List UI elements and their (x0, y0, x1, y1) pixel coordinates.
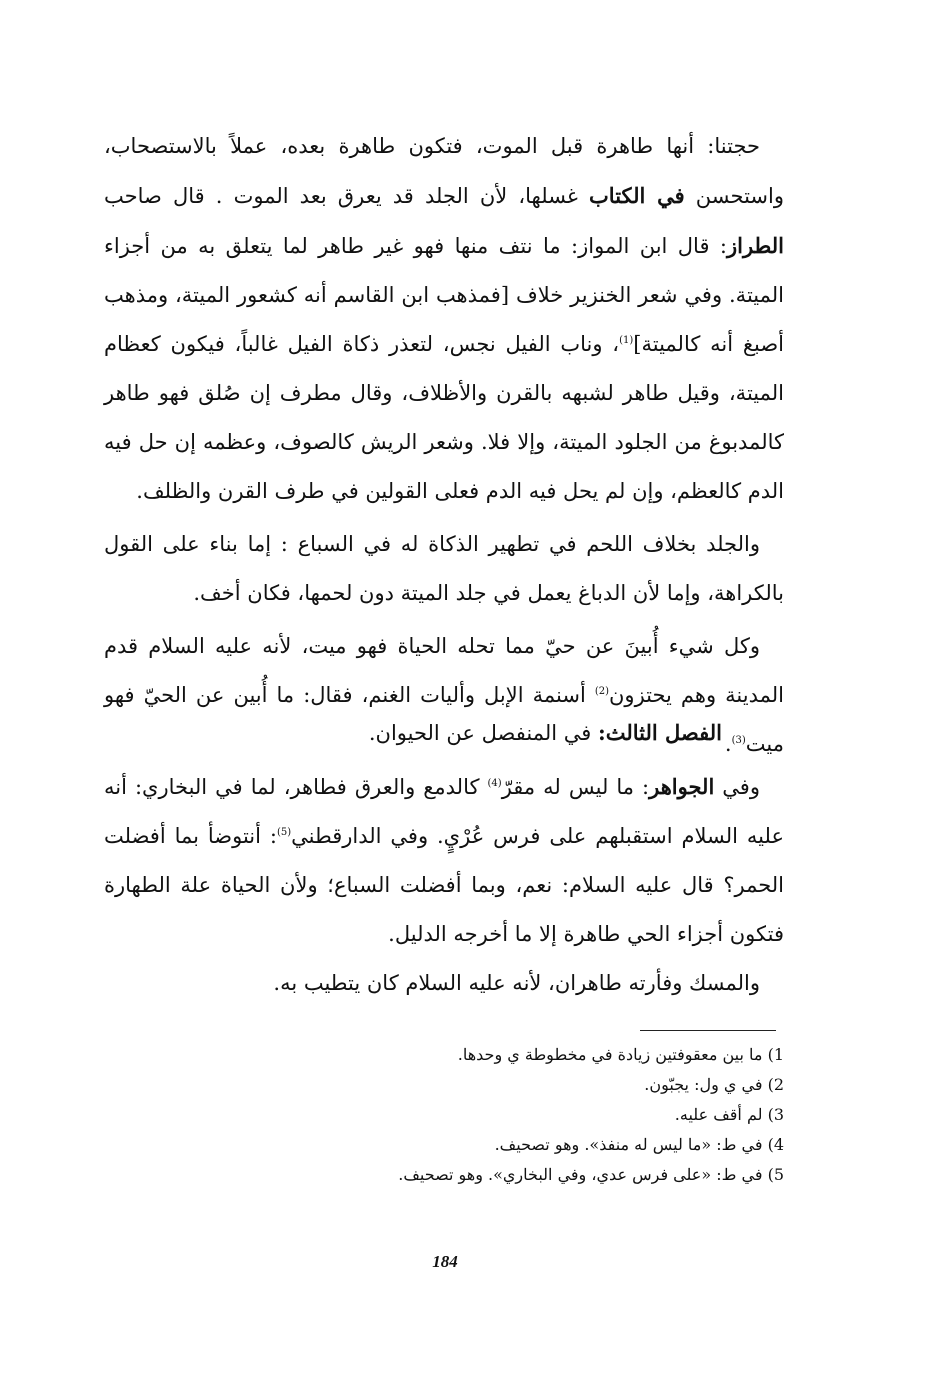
footnote-4: 4) في ط: «ما ليس له منفذ». وهو تصحيف. (494, 1135, 784, 1154)
main-text-lower (104, 762, 784, 1008)
text-run: . (724, 732, 732, 756)
text-run: : قال ابن المواز: ما نتف منها فهو غير طاهر لما يتعلق به من أجزاء الميتة. وفي شعر الخنزير خلاف [فمذهب ابن القاسم أنه كشعور الميتة، ومذهب أصبغ أنه كالميتة] (104, 234, 785, 356)
bold-keyword: الجواهر (649, 774, 715, 799)
footnote-1: 1) ما بين معقوفتين زيادة في مخطوطة ي وحدها. (457, 1045, 784, 1064)
footnote-2: 2) في ي ول: يجبّون. (644, 1075, 784, 1094)
paragraph-musk (104, 959, 784, 1008)
text-run: : أنتوضأ بما أفضلت الحمر؟ قال عليه السلام: نعم، وبما أفضلت السباع؛ ولأن الحياة علة الطهارة فتكون أجزاء الحي طاهرة إلا ما أخرجه الدليل. (104, 824, 784, 946)
chapter-heading-title: في المنفصل عن الحيوان. (368, 721, 598, 745)
main-text-upper (104, 122, 784, 769)
text-run: وفي (714, 775, 760, 799)
text-run: والمسك وفأرته طاهران، لأنه عليه السلام كان يتطيب به. (273, 971, 760, 995)
page-number: 184 (432, 1252, 458, 1271)
footnote-3: 3) لم أقف عليه. (674, 1105, 784, 1124)
paragraph-hide-vs-flesh (104, 520, 784, 618)
footnote-marker: (1) (619, 335, 634, 346)
text-run: أسنمة الإبل وأليات الغنم، فقال: ما أُبين عن الحيّ فهو ميت (104, 683, 784, 756)
text-run: ، وناب الفيل نجس، لتعذر ذكاة الفيل غالباً، فيكون كعظام الميتة، وقيل طاهر لشبهه بالقرن والأظلاف، وقال مطرف إن صُلق فهو طاهر كالمدبوغ من الجلود الميتة، وإلا فلا. وشعر الريش كالصوف، وعظمه إن حل فيه الدم كالعظم، وإن لم يحل فيه الدم فعلى القولين في طرف القرن والظلف. (104, 332, 784, 503)
bold-keyword: الطراز (726, 233, 784, 258)
paragraph-hides-and-bones (104, 122, 784, 516)
footnote-5: 5) في ط: «على فرس عدي، وفي البخاري». وهو تصحيف. (398, 1165, 784, 1184)
text-run: كالدمع والعرق فطاهر، لما في البخاري: أنه عليه السلام استقبلهم على فرس عُرْيٍ. وفي الدارقطني (104, 775, 784, 848)
text-run: : ما ليس له مقرّ (501, 775, 650, 799)
footnote-marker: (4) (487, 778, 502, 789)
chapter-heading-label: الفصل الثالث: (597, 720, 722, 745)
footnote-separator (640, 1030, 776, 1031)
footnote-marker: (2) (594, 686, 609, 697)
footnote-marker: (5) (276, 827, 292, 838)
text-run: غسلها، لأن الجلد قد يعرق بعد الموت . قال صاحب (104, 184, 590, 208)
bold-keyword: في الكتاب (589, 183, 685, 208)
text-run: وكل شيء أُبينَ عن حيّ مما تحله الحياة فهو ميت، لأنه عليه السلام قدم المدينة وهم يحتزون (104, 634, 784, 707)
text-run: والجلد بخلاف اللحم في تطهير الذكاة له في السباع : إما بناء على القول بالكراهة، وإما لأن الدباغ يعمل في جلد الميتة دون لحمها، فكان أخف. (104, 532, 784, 605)
text-run: حجتنا: أنها طاهرة قبل الموت، فتكون طاهرة بعده، عملاً بالاستصحاب، واستحسن (104, 134, 784, 208)
footnote-marker: (3) (731, 735, 746, 746)
footnotes-list (104, 1040, 784, 1190)
chapter-heading (104, 708, 722, 758)
paragraph-jawahir (104, 762, 784, 959)
